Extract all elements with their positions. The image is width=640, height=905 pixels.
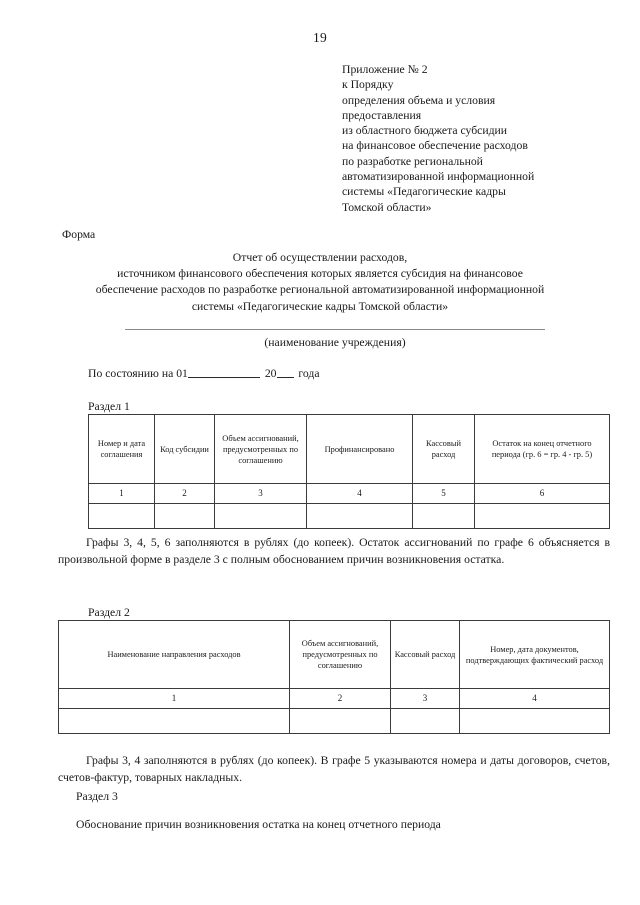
section-2-label: Раздел 2 (88, 606, 130, 619)
table-1-colnum-6: 6 (475, 484, 610, 504)
appendix-line-9: системы «Педагогические кадры (342, 185, 506, 199)
section-3-label: Раздел 3 (76, 790, 118, 803)
table-row (89, 504, 610, 529)
page-number: 19 (313, 30, 327, 45)
table-1-cell-r1c5[interactable] (413, 504, 475, 529)
appendix-line-6: на финансовое обеспечение расходов (342, 139, 528, 153)
table-1-cell-r1c2[interactable] (155, 504, 215, 529)
title-line-2: источником финансового обеспечения которых является субсидия на финансовое (117, 267, 523, 281)
table-row-header (59, 621, 610, 689)
table-2-cell-r1c2[interactable] (290, 709, 391, 734)
table-row-header (89, 415, 610, 484)
table-2-cell-r1c1[interactable] (59, 709, 290, 734)
title-line-1: Отчет об осуществлении расходов, (232, 251, 408, 264)
table-2-colnum-2: 2 (290, 689, 391, 709)
month-blank-field[interactable] (188, 377, 260, 378)
table-2-header-cell-1: Наименование направления расходов (59, 621, 290, 689)
table-2-cell-r1c4[interactable] (460, 709, 610, 734)
table-2-colnum-4: 4 (460, 689, 610, 709)
table-2-header-cell-4: Номер, дата документов, подтверждающих фактический расход (460, 621, 610, 689)
table-1-header-cell-5: Кассовый расход (413, 415, 475, 484)
appendix-line-2: к Порядку (342, 78, 394, 92)
section-1-label: Раздел 1 (88, 400, 130, 413)
appendix-line-3: определения объема и условия (342, 93, 496, 107)
table-1-header-cell-6: Остаток на конец отчетного периода (гр. 6 = гр. 4 - гр. 5) (475, 415, 610, 484)
paragraph-after-table-1: Графы 3, 4, 5, 6 заполняются в рублях (до копеек). Остаток ассигнований по графе 6 объясняется в произвольной форме в разделе 3 с полным обоснованием причин возникновения остатка. (58, 536, 610, 567)
table-1-header-cell-2: Код субсидии (155, 415, 215, 484)
as-of-middle: 20 (261, 367, 277, 380)
table-row (59, 709, 610, 734)
section-3-text: Обоснование причин возникновения остатка на конец отчетного периода (76, 818, 441, 831)
table-2-header-cell-2: Объем ассигнований, предусмотренных по соглашению (290, 621, 391, 689)
table-1-cell-r1c3[interactable] (215, 504, 307, 529)
appendix-line-1: Приложение № 2 (342, 63, 428, 76)
table-1-colnum-1: 1 (89, 484, 155, 504)
institution-name-caption: (наименование учреждения) (264, 336, 406, 349)
table-2-colnum-1: 1 (59, 689, 290, 709)
table-1-header-cell-4: Профинансировано (307, 415, 413, 484)
institution-name-rule (125, 329, 545, 330)
document-title (30, 250, 610, 315)
appendix-line-8: автоматизированной информационной (342, 170, 535, 184)
appendix-line-5: из областного бюджета субсидии (342, 124, 508, 138)
table-section-1 (88, 414, 610, 529)
as-of-suffix: года (295, 367, 320, 380)
title-line-3: обеспечение расходов по разработке региональной автоматизированной информационной (95, 283, 545, 297)
appendix-line-4: предоставления (342, 108, 422, 122)
year-blank-field[interactable] (277, 377, 294, 378)
table-1-colnum-3: 3 (215, 484, 307, 504)
appendix-line-7: по разработке региональной (342, 154, 483, 168)
table-section-2 (58, 620, 610, 734)
appendix-line-10: Томской области» (342, 200, 432, 214)
table-2-colnum-3: 3 (391, 689, 460, 709)
table-1-cell-r1c6[interactable] (475, 504, 610, 529)
as-of-prefix: По состоянию на 01 (88, 367, 188, 380)
table-1-header-cell-1: Номер и дата соглашения (89, 415, 155, 484)
table-1-colnum-5: 5 (413, 484, 475, 504)
title-line-4: системы «Педагогические кадры Томской области» (191, 299, 449, 313)
table-1-cell-r1c4[interactable] (307, 504, 413, 529)
table-2-header-cell-3: Кассовый расход (391, 621, 460, 689)
table-1-colnum-2: 2 (155, 484, 215, 504)
table-1-cell-r1c1[interactable] (89, 504, 155, 529)
table-row-numbers (89, 484, 610, 504)
table-2-cell-r1c3[interactable] (391, 709, 460, 734)
table-1-header-cell-3: Объем ассигнований, предусмотренных по соглашению (215, 415, 307, 484)
table-row-numbers (59, 689, 610, 709)
appendix-reference-block (342, 62, 622, 215)
paragraph-after-table-2: Графы 3, 4 заполняются в рублях (до копеек). В графе 5 указываются номера и даты договоров, счетов, счетов-фактур, товарных накладных. (58, 754, 610, 785)
table-1-colnum-4: 4 (307, 484, 413, 504)
form-label: Форма (62, 228, 96, 241)
as-of-date-line (88, 367, 320, 380)
